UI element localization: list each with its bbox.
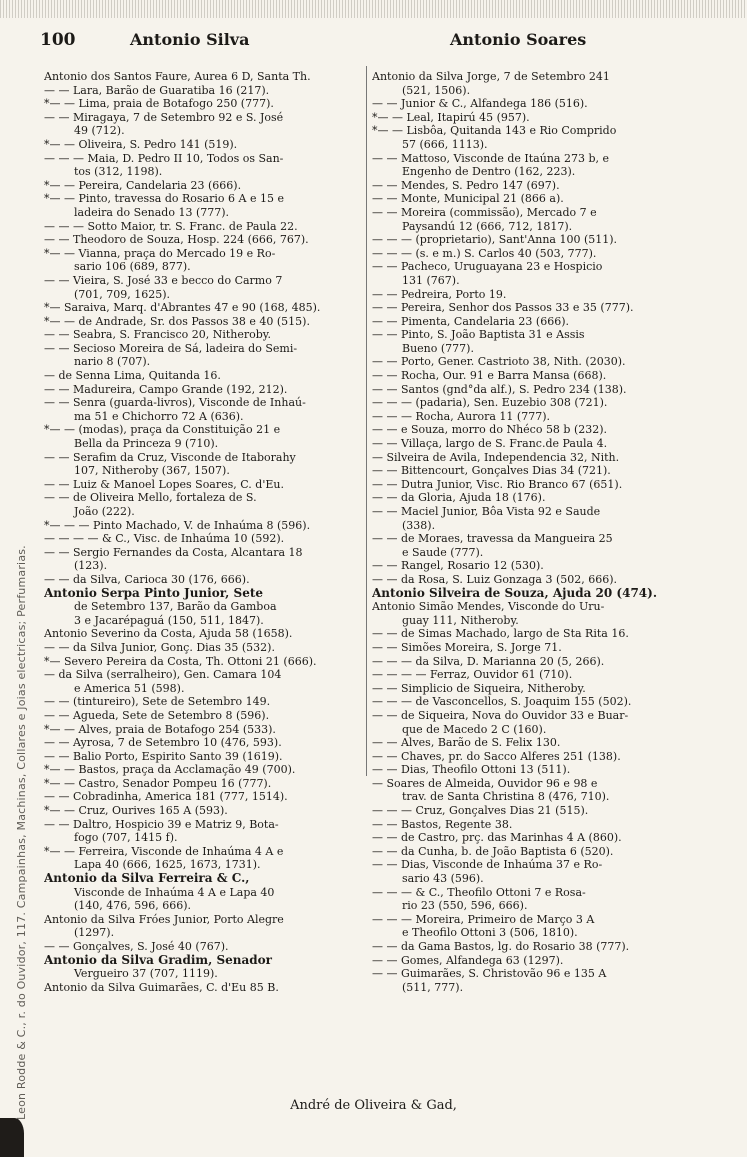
page-corner-mark [0, 1118, 24, 1157]
directory-entry: de Setembro 137, Barão da Gamboa [74, 600, 277, 614]
side-advertisement-text: Leon Rodde & C., r. do Ouvidor, 117. Campainhas, Machinas, Collares e Joias electricas; Perfumarias. [15, 545, 28, 1120]
page-footer: André de Oliveira & Gad, [290, 1098, 457, 1113]
directory-entry: guay 111, Nitheroby. [402, 613, 519, 627]
directory-entry: — — Daltro, Hospicio 39 e Matriz 9, Bota- [44, 817, 279, 831]
directory-entry: — de Senna Lima, Quitanda 16. [44, 369, 221, 383]
directory-entry: *— — — Pinto Machado, V. de Inhaúma 8 (596). [44, 518, 311, 532]
directory-entry: — — de Castro, prç. das Marinhas 4 A (860). [372, 831, 622, 845]
directory-entry: — — — (proprietario), Sant'Anna 100 (511). [372, 233, 618, 247]
directory-entry: — — Chaves, pr. do Sacco Alferes 251 (138). [372, 749, 621, 763]
directory-entry: — — Moreira (commissão), Mercado 7 e [372, 205, 597, 219]
left-column [44, 70, 362, 994]
directory-entry: — — da Cunha, b. de João Baptista 6 (520). [372, 844, 614, 858]
page-edge-noise [0, 0, 747, 18]
directory-entry: tos (312, 1198). [74, 165, 163, 179]
directory-entry: — Silveira de Avila, Independencia 32, Nith. [372, 450, 620, 464]
directory-entry: — — de Siqueira, Nova do Ouvidor 33 e Buar- [372, 708, 629, 722]
directory-entry-bold: Antonio Silveira de Souza, Ajuda 20 (474). [372, 586, 657, 600]
directory-entry: e America 51 (598). [74, 681, 185, 695]
directory-entry: *— — Leal, Itapirú 45 (957). [372, 110, 530, 124]
directory-entry: Antonio Severino da Costa, Ajuda 58 (1658). [44, 627, 293, 641]
directory-entry: — — Bittencourt, Gonçalves Dias 34 (721). [372, 464, 611, 478]
directory-entry: trav. de Santa Christina 8 (476, 710). [402, 790, 610, 804]
directory-entry: *— Saraiva, Marq. d'Abrantes 47 e 90 (168, 485). [44, 301, 321, 315]
directory-entry: (701, 709, 1625). [74, 287, 171, 301]
page-header [0, 30, 747, 54]
directory-entry: — — da Rosa, S. Luiz Gonzaga 3 (502, 666). [372, 572, 618, 586]
directory-entry: — — — Cruz, Gonçalves Dias 21 (515). [372, 804, 589, 818]
directory-entry-bold: Antonio da Silva Ferreira & C., [44, 872, 250, 886]
directory-entry: — — — — Ferraz, Ouvidor 61 (710). [372, 668, 573, 682]
directory-entry: *— — Pinto, travessa do Rosario 6 A e 15 e [44, 192, 284, 206]
page-number: 100 [40, 30, 76, 50]
directory-entry: — — Secioso Moreira de Sá, ladeira do Semi- [44, 341, 298, 355]
directory-entry: Bella da Princeza 9 (710). [74, 437, 219, 451]
directory-entry: — — Pereira, Senhor dos Passos 33 e 35 (777). [372, 301, 634, 315]
directory-entry: — — da Silva, Carioca 30 (176, 666). [44, 572, 250, 586]
left-running-head: Antonio Silva [130, 30, 250, 49]
directory-entry: — — Seabra, S. Francisco 20, Nitheroby. [44, 328, 272, 342]
directory-entry: *— — Pereira, Candelaria 23 (666). [44, 178, 242, 192]
directory-entry: Lapa 40 (666, 1625, 1673, 1731). [74, 858, 261, 872]
directory-entry: — — de Oliveira Mello, fortaleza de S. [44, 491, 257, 505]
directory-entry: — — Rocha, Our. 91 e Barra Mansa (668). [372, 369, 607, 383]
directory-entry: Antonio dos Santos Faure, Aurea 6 D, Santa Th. [44, 70, 311, 83]
directory-entry: — — — Rocha, Aurora 11 (777). [372, 409, 550, 423]
directory-entry: — — — (padaria), Sen. Euzebio 308 (721). [372, 396, 608, 410]
directory-entry: — — Pinto, S. João Baptista 31 e Assis [372, 328, 585, 342]
directory-entry: — — Gomes, Alfandega 63 (1297). [372, 953, 564, 967]
directory-entry: (338). [402, 518, 436, 532]
directory-entry: *— — Castro, Senador Pompeu 16 (777). [44, 776, 272, 790]
directory-entry: e Theofilo Ottoni 3 (506, 1810). [402, 926, 578, 940]
directory-entry: Antonio Simão Mendes, Visconde do Uru- [372, 600, 605, 614]
directory-entry: — — — Sotto Maior, tr. S. Franc. de Paula 22. [44, 219, 298, 233]
directory-entry: *— Severo Pereira da Costa, Th. Ottoni 21 (666). [44, 654, 317, 668]
directory-entry: — — Dutra Junior, Visc. Rio Branco 67 (651). [372, 477, 623, 491]
directory-entry: ma 51 e Chichorro 72 A (636). [74, 409, 244, 423]
directory-entry: — — Serafim da Cruz, Visconde de Itaborahy [44, 450, 296, 464]
directory-entry: João (222). [74, 505, 135, 518]
directory-entry: — — Simplicio de Siqueira, Nitheroby. [372, 681, 586, 695]
directory-entry: sario 106 (689, 877). [74, 260, 191, 274]
directory-entry: — — Luiz & Manoel Lopes Soares, C. d'Eu. [44, 477, 284, 491]
right-column [372, 70, 690, 994]
directory-entry: — — Junior & C., Alfandega 186 (516). [372, 97, 588, 111]
directory-entry: — — Villaça, largo de S. Franc.de Paula 4. [372, 437, 608, 451]
directory-entry: *— — Bastos, praça da Acclamação 49 (700). [44, 763, 296, 777]
directory-entry: Visconde de Inhaúma 4 A e Lapa 40 [74, 885, 275, 899]
directory-entry: rio 23 (550, 596, 666). [402, 899, 528, 913]
directory-entry: (521, 1506). [402, 83, 471, 97]
directory-entry: — — — & C., Theofilo Ottoni 7 e Rosa- [372, 885, 586, 899]
directory-entry: — — Agueda, Sete de Setembro 8 (596). [44, 708, 270, 722]
directory-entry: — — Pedreira, Porto 19. [372, 287, 507, 301]
directory-entry: Engenho de Dentro (162, 223). [402, 165, 576, 179]
directory-entry: *— — de Andrade, Sr. dos Passos 38 e 40 (515). [44, 314, 310, 328]
directory-entry: — — — da Silva, D. Marianna 20 (5, 266). [372, 654, 605, 668]
directory-entry: *— — (modas), praça da Constituição 21 e [44, 423, 281, 437]
directory-entry: — — Theodoro de Souza, Hosp. 224 (666, 767). [44, 233, 309, 247]
directory-entry: 57 (666, 1113). [402, 137, 488, 151]
directory-entry: — — Dias, Visconde de Inhaúma 37 e Ro- [372, 858, 603, 872]
directory-entry-bold: Antonio Serpa Pinto Junior, Sete [44, 586, 264, 600]
directory-entry: — — — Moreira, Primeiro de Março 3 A [372, 912, 595, 926]
directory-entry: fogo (707, 1415 f). [74, 831, 178, 845]
directory-entry: 131 (767). [402, 273, 460, 287]
directory-entry-bold: Antonio da Silva Gradim, Senador [44, 953, 272, 967]
directory-entry: — — Mattoso, Visconde de Itaúna 273 b, e [372, 151, 609, 165]
directory-entry: — — Lara, Barão de Guaratiba 16 (217). [44, 83, 270, 97]
directory-entry: — da Silva (serralheiro), Gen. Camara 104 [44, 668, 282, 682]
directory-entry: Paysandú 12 (666, 712, 1817). [402, 219, 573, 233]
directory-entry: Antonio da Silva Guimarães, C. d'Eu 85 B. [44, 980, 279, 994]
directory-entry: *— — Ferreira, Visconde de Inhaúma 4 A e [44, 844, 284, 858]
directory-entry: — — Gonçalves, S. José 40 (767). [44, 940, 229, 953]
directory-entry: nario 8 (707). [74, 355, 151, 369]
column-divider [366, 66, 367, 776]
directory-entry: 3 e Jacarépaguá (150, 511, 1847). [74, 613, 264, 627]
directory-entry: — — Sergio Fernandes da Costa, Alcantara 18 [44, 545, 303, 559]
directory-entry: — — Dias, Theofilo Ottoni 13 (511). [372, 763, 571, 777]
directory-entry: — — Guimarães, S. Christovão 96 e 135 A [372, 967, 607, 981]
side-advertisement [2, 120, 28, 1120]
directory-entry: *— — Cruz, Ourives 165 A (593). [44, 804, 228, 818]
directory-entry: ladeira do Senado 13 (777). [74, 205, 230, 219]
directory-entry: e Saude (777). [402, 545, 484, 559]
directory-entry: — — Miragaya, 7 de Setembro 92 e S. José [44, 110, 284, 124]
directory-entry: — — Rangel, Rosario 12 (530). [372, 559, 544, 573]
directory-entry: — — Porto, Gener. Castrioto 38, Nith. (2030). [372, 355, 626, 369]
directory-entry: — — Balio Porto, Espirito Santo 39 (1619). [44, 749, 283, 763]
directory-entry: — — Monte, Municipal 21 (866 a). [372, 192, 564, 206]
directory-entry: *— — Oliveira, S. Pedro 141 (519). [44, 137, 238, 151]
directory-entry: (511, 777). [402, 980, 464, 994]
directory-entry: — — e Souza, morro do Nhéco 58 b (232). [372, 423, 608, 437]
directory-entry: — — da Gama Bastos, lg. do Rosario 38 (777). [372, 940, 630, 953]
directory-entry: que de Macedo 2 C (160). [402, 722, 547, 736]
directory-entry: Antonio da Silva Jorge, 7 de Setembro 241 [372, 70, 610, 83]
directory-entry: sario 43 (596). [402, 872, 484, 886]
directory-entry: — — — de Vasconcellos, S. Joaquim 155 (502). [372, 695, 632, 709]
directory-entry: — Soares de Almeida, Ouvidor 96 e 98 e [372, 776, 598, 790]
directory-entry: — — de Moraes, travessa da Mangueira 25 [372, 532, 613, 546]
directory-entry: Bueno (777). [402, 341, 474, 355]
directory-entry: — — de Simas Machado, largo de Sta Rita 16. [372, 627, 629, 641]
directory-entry: — — Santos (gnd°da alf.), S. Pedro 234 (138). [372, 382, 627, 396]
directory-entry: — — — (s. e m.) S. Carlos 40 (503, 777). [372, 246, 597, 260]
directory-entry: (140, 476, 596, 666). [74, 899, 192, 913]
directory-entry: 49 (712). [74, 124, 125, 138]
directory-entry: *— — Lisbôa, Quitanda 143 e Rio Comprido [372, 124, 617, 138]
directory-entry: — — da Gloria, Ajuda 18 (176). [372, 491, 546, 505]
directory-entry: — — Vieira, S. José 33 e becco do Carmo 7 [44, 273, 283, 287]
directory-entry: — — — Maia, D. Pedro II 10, Todos os San- [44, 151, 284, 165]
directory-entry: — — Alves, Barão de S. Felix 130. [372, 736, 561, 750]
directory-entry: Vergueiro 37 (707, 1119). [74, 967, 218, 981]
directory-entry: — — (tintureiro), Sete de Setembro 149. [44, 695, 271, 709]
directory-entry: — — Simões Moreira, S. Jorge 71. [372, 640, 562, 654]
directory-entry: — — Bastos, Regente 38. [372, 817, 513, 831]
directory-entry: — — Ayrosa, 7 de Setembro 10 (476, 593). [44, 736, 282, 750]
directory-entry: — — Pacheco, Uruguayana 23 e Hospicio [372, 260, 603, 274]
directory-entry: 107, Nitheroby (367, 1507). [74, 464, 230, 478]
directory-entry: — — Cobradinha, America 181 (777, 1514). [44, 790, 288, 804]
directory-entry: — — Maciel Junior, Bôa Vista 92 e Saude [372, 505, 601, 518]
directory-entry: *— — Lima, praia de Botafogo 250 (777). [44, 97, 274, 111]
directory-entry: *— — Vianna, praça do Mercado 19 e Ro- [44, 246, 276, 260]
directory-entry: — — Senra (guarda-livros), Visconde de Inhaú- [44, 396, 306, 410]
directory-entry: *— — Alves, praia de Botafogo 254 (533). [44, 722, 276, 736]
directory-entry: — — Pimenta, Candelaria 23 (666). [372, 314, 569, 328]
directory-entry: — — Mendes, S. Pedro 147 (697). [372, 178, 560, 192]
right-running-head: Antonio Soares [450, 30, 587, 49]
directory-entry: — — da Silva Junior, Gonç. Dias 35 (532). [44, 640, 275, 654]
directory-entry: — — — — & C., Visc. de Inhaúma 10 (592). [44, 532, 285, 546]
directory-entry: (1297). [74, 926, 115, 940]
directory-entry: — — Madureira, Campo Grande (192, 212). [44, 382, 288, 396]
directory-entry: (123). [74, 559, 108, 573]
directory-entry: Antonio da Silva Fróes Junior, Porto Alegre [44, 912, 284, 926]
